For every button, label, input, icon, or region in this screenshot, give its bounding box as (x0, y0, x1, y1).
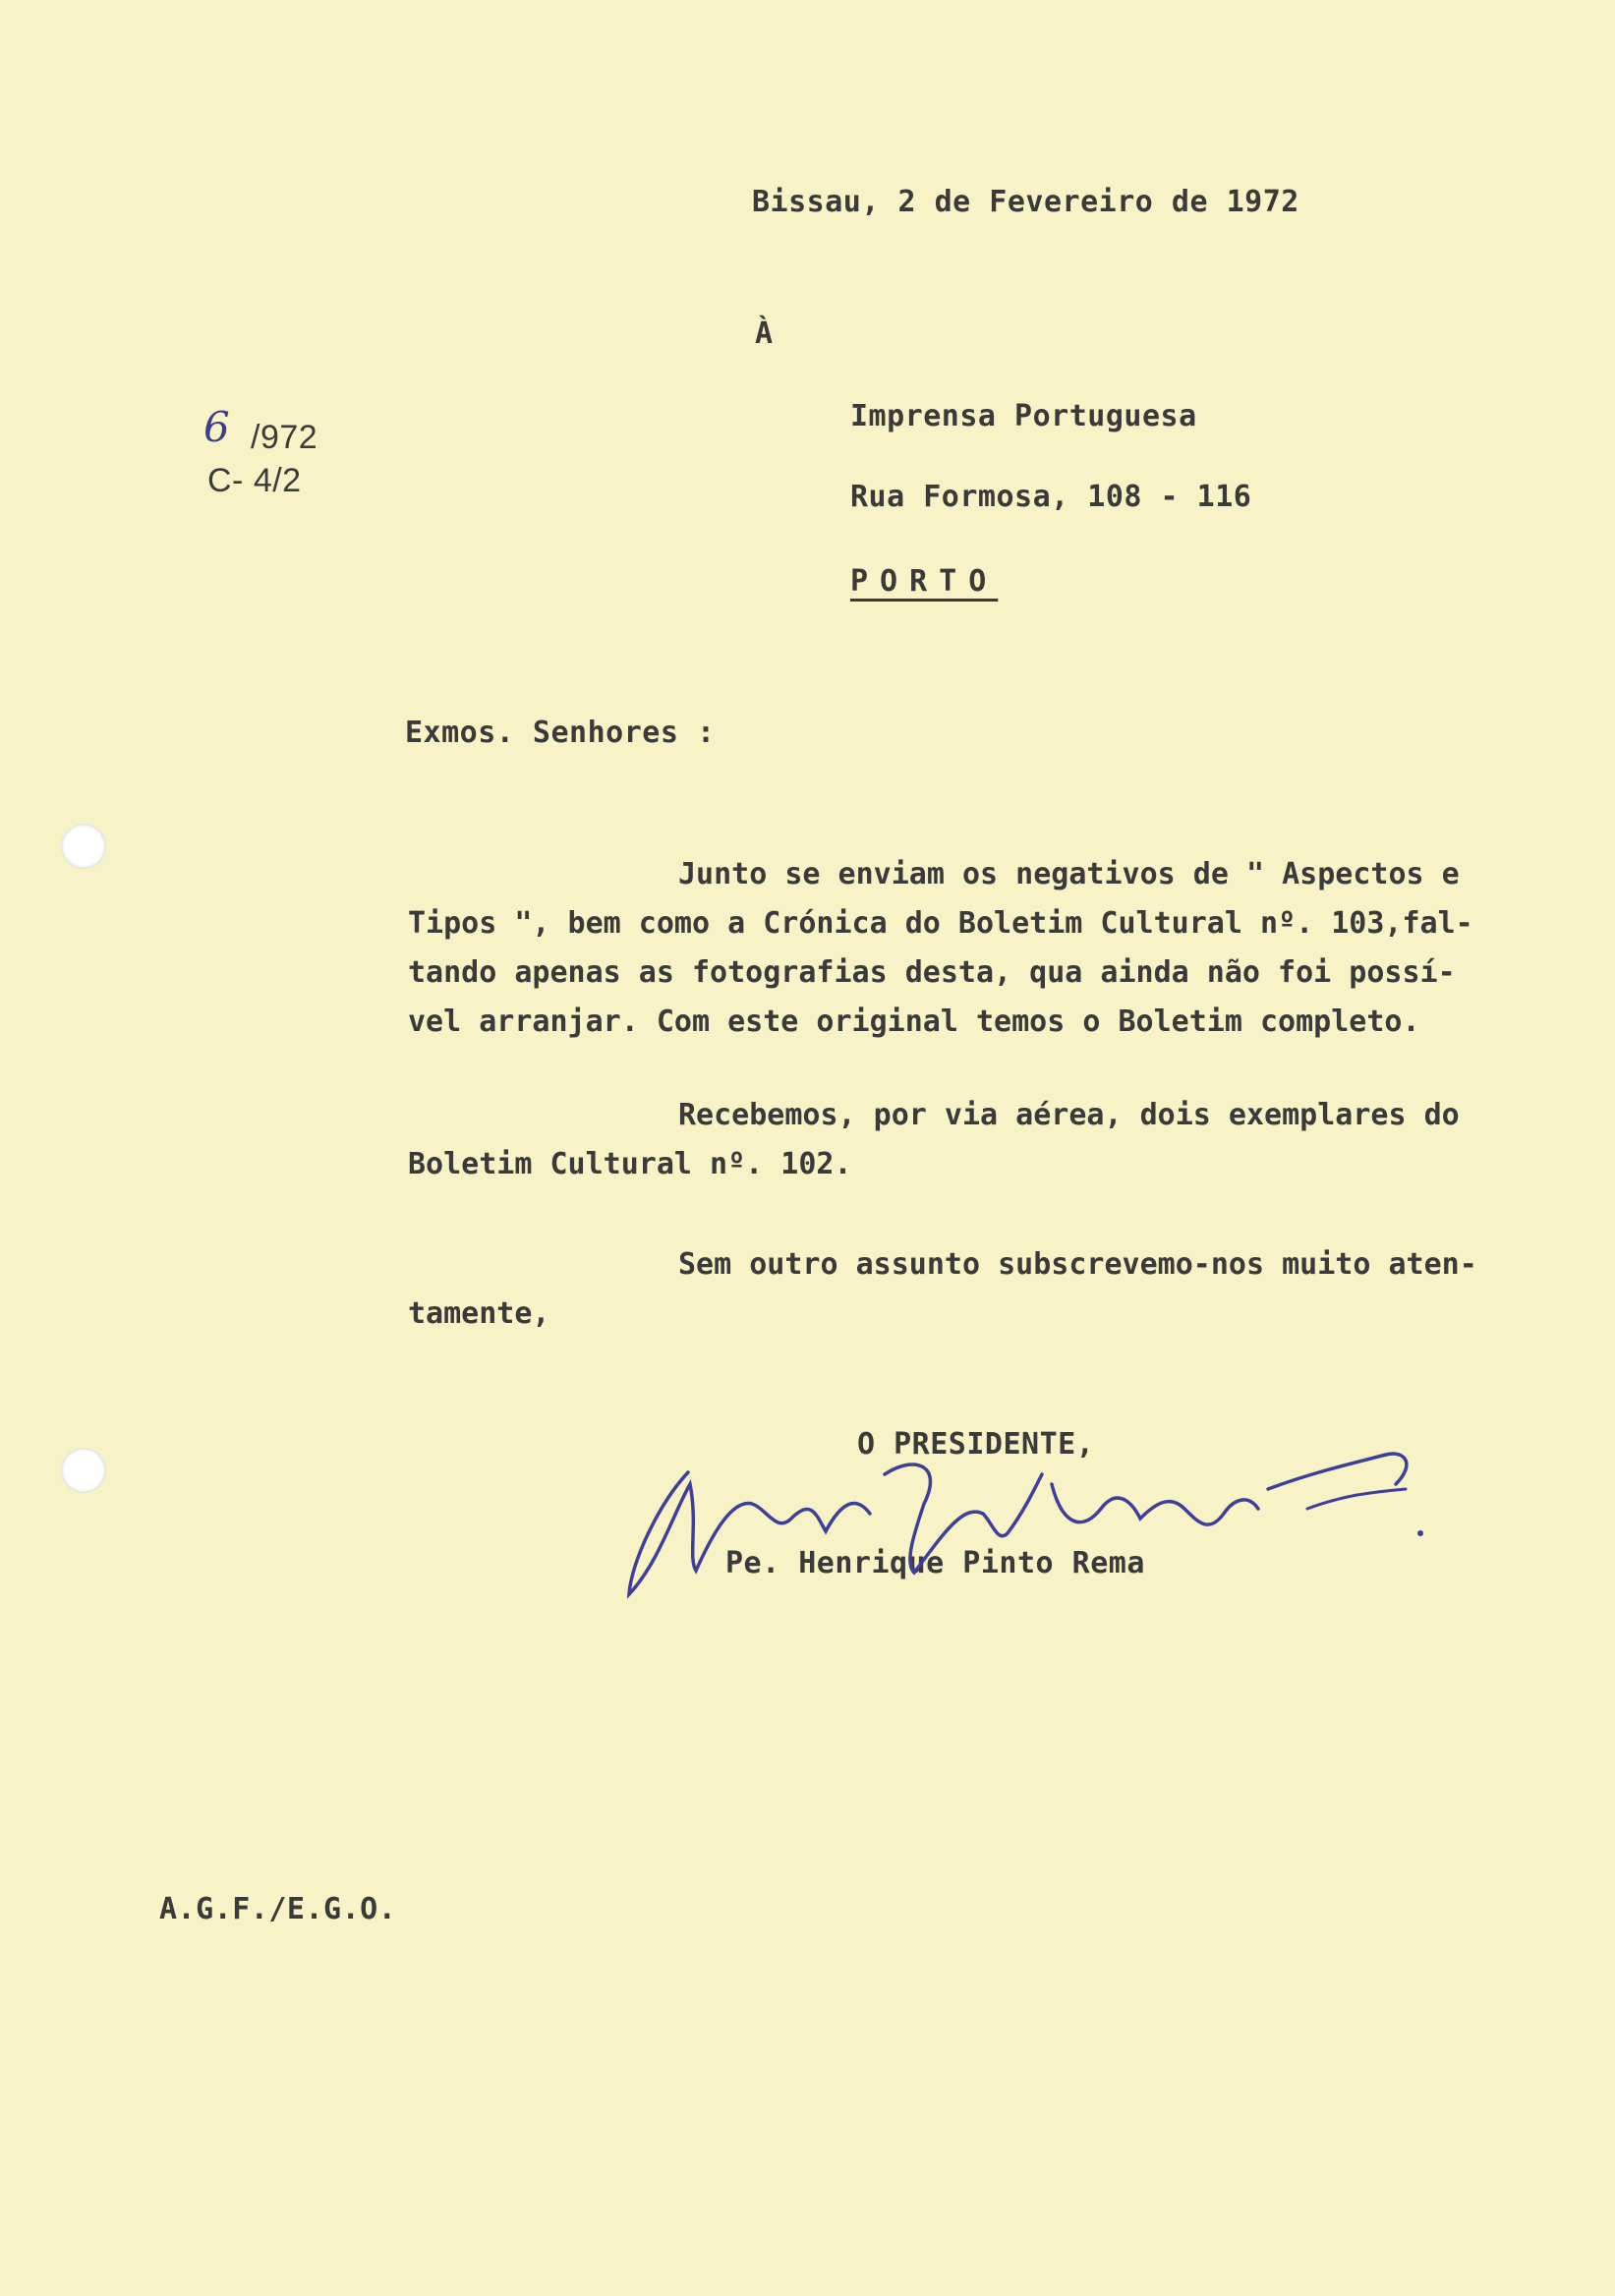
paragraph-line: Tipos ", bem como a Crónica do Boletim Cultural nº. 103,fal- (408, 906, 1473, 941)
punch-hole-top (61, 824, 106, 869)
paragraph-line: Junto se enviam os negativos de " Aspectos e (678, 857, 1460, 891)
reference-handwritten-number: 6 (203, 403, 230, 451)
paragraph-line: tando apenas as fotografias desta, qua ainda não foi possí- (408, 955, 1456, 990)
paragraph-line: Boletim Cultural nº. 102. (408, 1147, 852, 1181)
salutation-to: À (755, 316, 774, 351)
paragraph-line: Recebemos, por via aérea, dois exemplares do (678, 1098, 1460, 1132)
paragraph-2 (408, 1091, 1587, 1189)
paragraph-line: tamente, (408, 1296, 550, 1331)
typist-initials: A.G.F./E.G.O. (159, 1892, 397, 1926)
recipient-street: Rua Formosa, 108 - 116 (850, 480, 1252, 514)
greeting: Exmos. Senhores : (405, 716, 716, 750)
paragraph-3 (408, 1240, 1587, 1339)
reference-year: /972 (251, 419, 318, 456)
closing-title: O PRESIDENTE, (857, 1427, 1095, 1462)
recipient-city: PORTO (850, 564, 999, 599)
paragraph-1 (408, 850, 1587, 1047)
recipient-name: Imprensa Portuguesa (850, 399, 1197, 433)
reference-code: C- 4/2 (207, 462, 302, 499)
punch-hole-bottom (61, 1448, 106, 1493)
paragraph-line: Sem outro assunto subscrevemo-nos muito aten- (678, 1247, 1477, 1282)
paragraph-line: vel arranjar. Com este original temos o Boletim completo. (408, 1004, 1420, 1039)
signatory-name: Pe. Henrique Pinto Rema (725, 1546, 1145, 1580)
place-date: Bissau, 2 de Fevereiro de 1972 (752, 185, 1299, 219)
handwritten-signature (619, 1415, 1455, 1612)
